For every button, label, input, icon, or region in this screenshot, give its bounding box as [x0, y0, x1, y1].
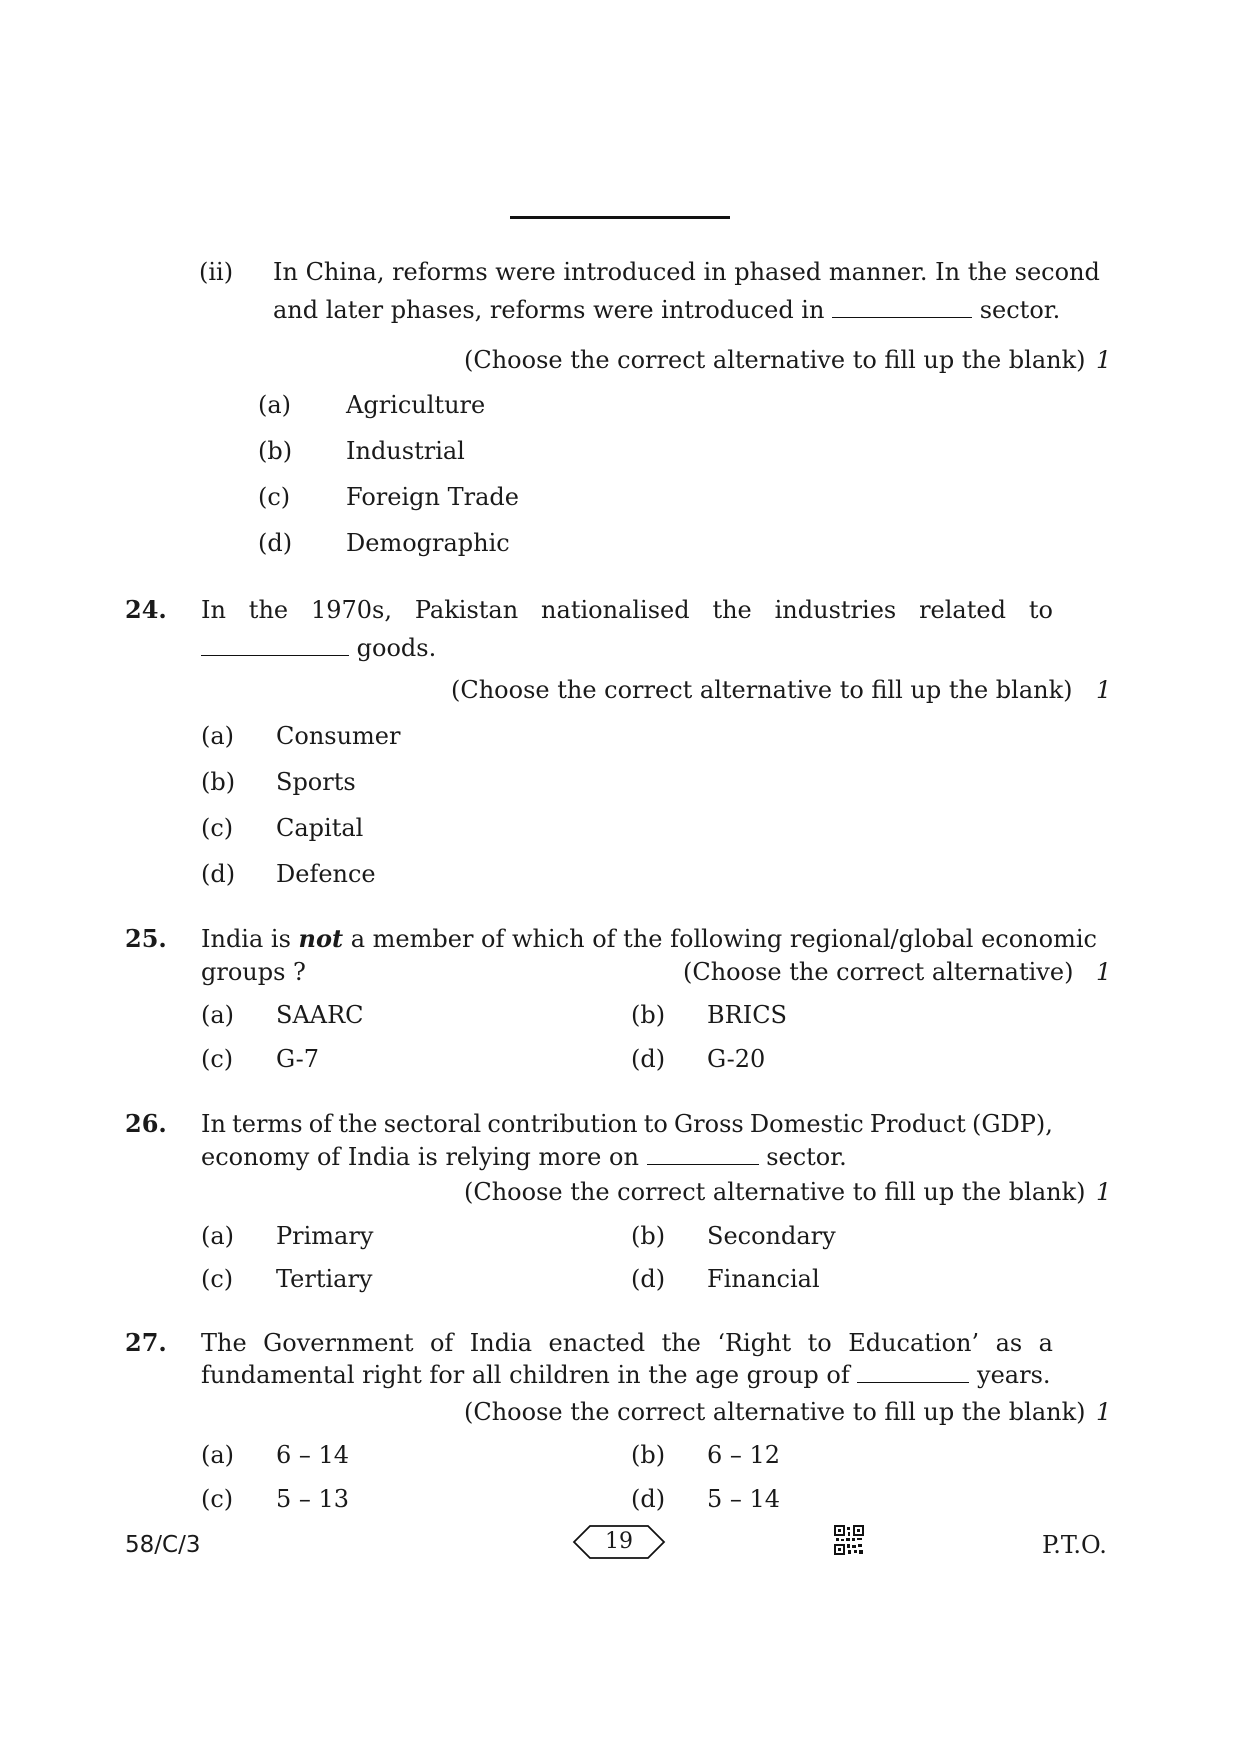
q27-option-d-text: 5 – 14	[707, 1485, 781, 1513]
q25-option-d-label: (d)	[631, 1045, 666, 1073]
q23ii-option-a-text: Agriculture	[346, 391, 486, 419]
emphasis-not: not	[298, 924, 344, 953]
q26-option-b-text: Secondary	[707, 1222, 836, 1250]
q26-instruction: (Choose the correct alternative to fill up the blank)	[464, 1178, 1086, 1206]
q27-number: 27.	[125, 1328, 167, 1357]
page-number: 19	[605, 1529, 633, 1554]
fill-blank	[857, 1362, 969, 1383]
q23ii-option-d-label: (d)	[258, 529, 293, 557]
please-turn-over: P.T.O.	[1042, 1531, 1107, 1559]
q24-number: 24.	[125, 595, 167, 624]
paper-code: 58/C/3	[125, 1532, 201, 1558]
q24-line2: goods.	[201, 633, 436, 663]
q24-option-d-text: Defence	[276, 860, 376, 888]
q23ii-option-c-text: Foreign Trade	[346, 483, 519, 511]
q27-option-c-text: 5 – 13	[276, 1485, 350, 1513]
q23ii-marks: 1	[1096, 346, 1112, 374]
q25-option-c-text: G-7	[276, 1045, 319, 1073]
q24-line1: In the 1970s, Pakistan nationalised the industries related to	[201, 596, 1053, 624]
q27-instruction: (Choose the correct alternative to fill up the blank)	[464, 1398, 1086, 1426]
q26-option-b-label: (b)	[631, 1222, 666, 1250]
q25-option-b-label: (b)	[631, 1001, 666, 1029]
q24-option-c-label: (c)	[201, 814, 234, 842]
q25-option-a-label: (a)	[201, 1001, 235, 1029]
q26-option-c-text: Tertiary	[276, 1265, 373, 1293]
q27-line2: fundamental right for all children in the age group of years.	[201, 1361, 1051, 1389]
q27-line1: The Government of India enacted the ‘Right to Education’ as a	[201, 1329, 1053, 1357]
q24-instruction: (Choose the correct alternative to fill up the blank)	[451, 676, 1073, 704]
q26-option-d-label: (d)	[631, 1265, 666, 1293]
q26-option-a-text: Primary	[276, 1222, 374, 1250]
q25-option-a-text: SAARC	[276, 1001, 364, 1029]
q24-option-b-label: (b)	[201, 768, 236, 796]
fill-blank	[832, 297, 972, 318]
q26-option-d-text: Financial	[707, 1265, 820, 1293]
q23ii-option-b-label: (b)	[258, 437, 293, 465]
q24-option-a-label: (a)	[201, 722, 235, 750]
q25-option-b-text: BRICS	[707, 1001, 787, 1029]
q25-instruction: (Choose the correct alternative)	[683, 958, 1074, 986]
qr-code-graphic	[834, 1525, 864, 1555]
q27-option-c-label: (c)	[201, 1485, 234, 1513]
q23ii-option-b-text: Industrial	[346, 437, 465, 465]
q26-option-c-label: (c)	[201, 1265, 234, 1293]
q27-option-a-label: (a)	[201, 1441, 235, 1469]
q23ii-option-a-label: (a)	[258, 391, 292, 419]
q26-number: 26.	[125, 1109, 167, 1138]
q27-option-a-text: 6 – 14	[276, 1441, 350, 1469]
q27-marks: 1	[1096, 1398, 1112, 1426]
q23ii-instruction: (Choose the correct alternative to fill up the blank)	[464, 346, 1086, 374]
q26-option-a-label: (a)	[201, 1222, 235, 1250]
q24-option-d-label: (d)	[201, 860, 236, 888]
q23ii-option-c-label: (c)	[258, 483, 291, 511]
page-number-badge	[572, 1524, 666, 1560]
top-divider-rule	[510, 216, 730, 219]
q27-option-d-label: (d)	[631, 1485, 666, 1513]
q23ii-line2: and later phases, reforms were introduced in sector.	[273, 296, 1061, 324]
q23ii-line1: In China, reforms were introduced in phased manner. In the second	[273, 258, 1100, 286]
q23ii-number: (ii)	[199, 258, 234, 286]
q24-option-a-text: Consumer	[276, 722, 401, 750]
q25-line2: groups ?	[201, 958, 306, 986]
q25-option-c-label: (c)	[201, 1045, 234, 1073]
q26-line1: In terms of the sectoral contribution to Gross Domestic Product (GDP),	[201, 1110, 1053, 1138]
q24-option-c-text: Capital	[276, 814, 364, 842]
qr-code-icon	[834, 1525, 864, 1555]
q24-option-b-text: Sports	[276, 768, 356, 796]
q25-option-d-text: G-20	[707, 1045, 766, 1073]
fill-blank	[201, 635, 349, 656]
q26-line2: economy of India is relying more on sector.	[201, 1143, 847, 1171]
q27-option-b-label: (b)	[631, 1441, 666, 1469]
fill-blank	[647, 1144, 759, 1165]
q24-marks: 1	[1096, 676, 1112, 704]
q27-option-b-text: 6 – 12	[707, 1441, 781, 1469]
q25-marks: 1	[1096, 958, 1112, 986]
q25-number: 25.	[125, 924, 167, 953]
q25-line1: India is not a member of which of the following regional/global economic	[201, 924, 1097, 953]
q26-marks: 1	[1096, 1178, 1112, 1206]
q23ii-option-d-text: Demographic	[346, 529, 510, 557]
